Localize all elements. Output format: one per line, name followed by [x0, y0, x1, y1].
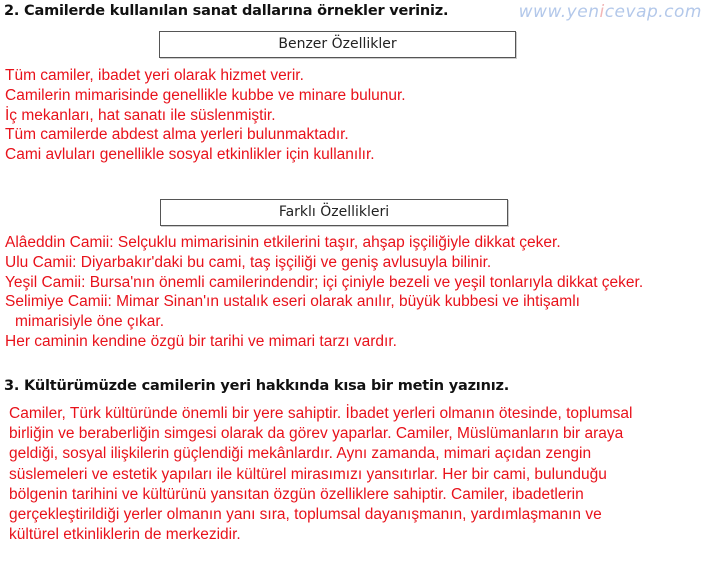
paragraph-line: bölgenin tarihini ve kültürünü yansıtan özgün özelliklere sahiptir. Camiler, ibadetlerin	[9, 485, 584, 503]
different-item: Ulu Camii: Diyarbakır'daki bu cami, taş işçiliği ve geniş avlusuyla bilinir.	[5, 253, 492, 271]
different-features-list	[5, 233, 643, 352]
watermark-part-2: cevap.com	[604, 2, 702, 22]
paragraph-line: geldiği, sosyal ilişkilerin güçlendiği mekânlardır. Aynı zamanda, mimari açıdan zengin	[9, 445, 592, 463]
watermark-part-1: www.yen	[518, 2, 600, 22]
paragraph-line: gerçekleştirildiği yerler olmanın yanı sıra, toplumsal dayanışmanın, yardımlaşmanın ve	[9, 506, 602, 524]
site-watermark	[519, 2, 702, 22]
paragraph-line: birliğin ve beraberliğin simgesi olarak da görev yaparlar. Camiler, Müslümanların bir araya	[9, 425, 624, 443]
similar-features-list	[5, 66, 406, 165]
different-item: Selimiye Camii: Mimar Sinan'ın ustalık eseri olarak anılır, büyük kubbesi ve ihtişamlı	[5, 293, 580, 311]
different-item: Yeşil Camii: Bursa'nın önemli camilerindendir; içi çiniyle bezeli ve yeşil tonlarıyla dikkat çeker.	[5, 273, 644, 291]
paragraph-line: Camiler, Türk kültüründe önemli bir yere sahiptir. İbadet yerleri olmanın ötesinde, toplumsal	[9, 405, 633, 422]
paragraph-line: süslemeleri ve estetik yapıları ile kültürel mirasımızı yansıtırlar. Her bir cami, bulunduğu	[9, 465, 607, 483]
paragraph-line: kültürel etkinliklerin de merkezidir.	[9, 526, 241, 544]
culture-paragraph	[9, 404, 679, 545]
similar-item: Tüm camiler, ibadet yeri olarak hizmet verir.	[5, 67, 304, 84]
different-features-heading: Farklı Özellikleri	[160, 199, 508, 226]
question-3-title: 3. Kültürümüzde camilerin yeri hakkında kısa bir metin yazınız.	[4, 378, 510, 394]
different-item: Alâeddin Camii: Selçuklu mimarisinin etkilerini taşır, ahşap işçiliğiyle dikkat çeker.	[5, 234, 561, 251]
different-item-continuation: mimarisiyle öne çıkar.	[15, 313, 165, 331]
similar-item: Tüm camilerde abdest alma yerleri bulunmaktadır.	[5, 126, 349, 144]
different-item: Her caminin kendine özgü bir tarihi ve mimari tarzı vardır.	[5, 332, 397, 350]
watermark-accent: i	[599, 2, 605, 22]
similar-features-heading: Benzer Özellikler	[159, 31, 516, 58]
similar-item: İç mekanları, hat sanatı ile süslenmiştir.	[5, 106, 276, 124]
similar-item: Camilerin mimarisinde genellikle kubbe ve minare bulunur.	[5, 86, 406, 104]
similar-item: Cami avluları genellikle sosyal etkinlikler için kullanılır.	[5, 146, 375, 164]
question-2-title: 2. Camilerde kullanılan sanat dallarına örnekler veriniz.	[4, 3, 449, 19]
